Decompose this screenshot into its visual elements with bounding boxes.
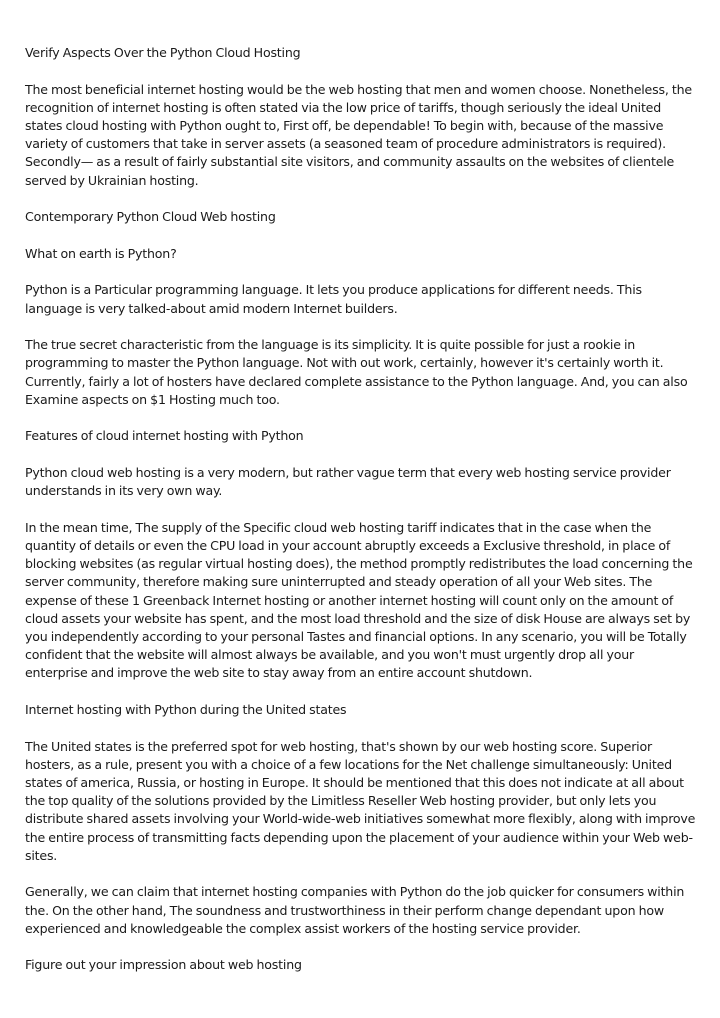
heading-hosting-united-states: Internet hosting with Python during the United states: [25, 702, 347, 717]
heading-verify-aspects: Verify Aspects Over the Python Cloud Hosting: [25, 45, 301, 60]
paragraph-simplicity: The true secret characteristic from the language is its simplicity. It is quite possible for just a rookie in programming to master the Python language. Not with out work, certainly, however it's certainly worth it. Currently, fairly a lot of hosters have declared complete assistance to the Python language. And, you can also Examine aspects on $1 Hosting much too.: [25, 337, 688, 407]
heading-figure-out: Figure out your impression about web hosting: [25, 957, 302, 973]
paragraph-united-states: The United states is the preferred spot for web hosting, that's shown by our web hosting score. Superior hosters, as a rule, present you with a choice of a few locations for the Net challenge simultaneously: United states of america, Russia, or hosting in Europe. It should be mentioned that this does not indicate at all about the top quality of the solutions provided by the Limitless Reseller Web hosting provider, but only lets you distribute shared assets involving your World-wide-web initiatives somewhat more flexibly, along with improve the entire process of transmitting facts depending upon the placement of your audience within your Web web-sites.: [25, 738, 696, 863]
paragraph-python-language: Python is a Particular programming language. It lets you produce applications for different needs. This language is very talked-about amid modern Internet builders.: [25, 282, 642, 316]
paragraph-intro: The most beneficial internet hosting would be the web hosting that men and women choose. Nonetheless, the recognition of internet hosting is often stated via the low price of tariffs, though seriously the ideal United states cloud hosting with Python ought to, First off, be dependable! To begin with, because of the massive variety of customers that take in server assets (a seasoned team of procedure administrators is required). Secondly— as a result of fairly substantial site visitors, and community assaults on the websites of clientele served by Ukrainian hosting.: [25, 81, 692, 188]
heading-what-is-python: What on earth is Python?: [25, 245, 177, 261]
heading-contemporary-python: Contemporary Python Cloud Web hosting: [25, 209, 276, 225]
document-body: [25, 44, 697, 993]
paragraph-cloud-term: Python cloud web hosting is a very modern, but rather vague term that every web hosting service provider understands in its very own way.: [25, 464, 671, 499]
heading-features: Features of cloud internet hosting with Python: [25, 428, 304, 444]
paragraph-tariff: In the mean time, The supply of the Specific cloud web hosting tariff indicates that in the case when the quantity of details or even the CPU load in your account abruptly exceeds a Exclusive threshold, in place of blocking websites (as regular virtual hosting does), the method promptly redistributes the load concerning the server community, therefore making sure uninterrupted and steady operation of all your Web sites. The expense of these 1 Greenback Internet hosting or another internet hosting will count only on the amount of cloud assets your website has spent, and the most load threshold and the size of disk House are always set by you independently according to your personal Tastes and financial options. In any scenario, you will be Totally confident that the website will almost always be available, and you won't must urgently drop all your enterprise and improve the web site to stay away from an entire account shutdown.: [25, 519, 693, 681]
paragraph-generally: Generally, we can claim that internet hosting companies with Python do the job quicker for consumers within the. On the other hand, The soundness and trustworthiness in their perform change dependant upon how experienced and knowledgeable the complex assist workers of the hosting service provider.: [25, 884, 685, 936]
